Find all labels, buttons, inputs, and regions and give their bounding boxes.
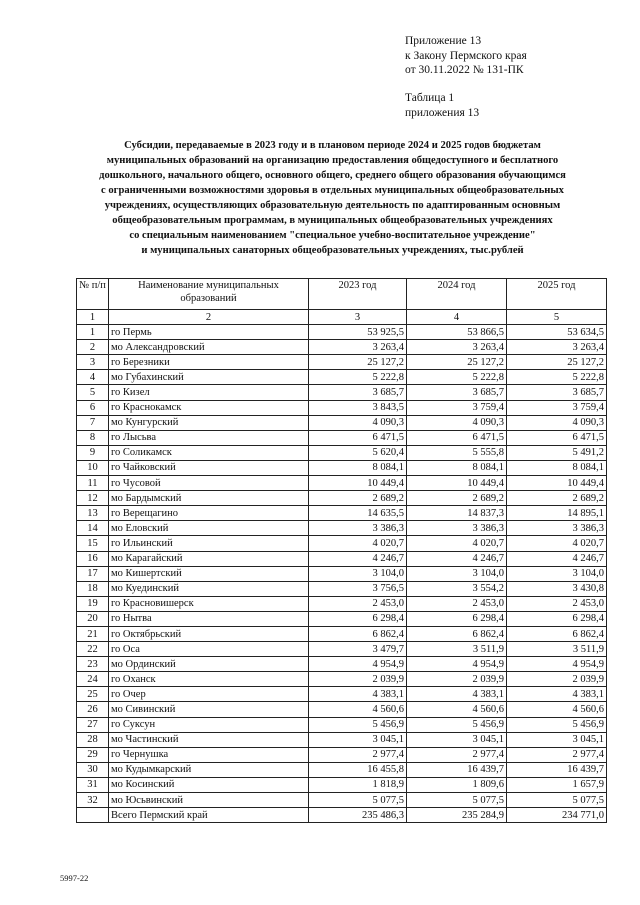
- document-title: [60, 138, 605, 258]
- municipality-name: го Очер: [109, 687, 309, 702]
- table-row: [77, 400, 607, 415]
- value-2024: 2 453,0: [407, 596, 507, 611]
- value-2024: 6 298,4: [407, 611, 507, 626]
- value-2023: 3 386,3: [309, 521, 407, 536]
- row-number: 7: [77, 415, 109, 430]
- row-number: 5: [77, 385, 109, 400]
- table-row: [77, 521, 607, 536]
- row-number: 10: [77, 460, 109, 475]
- value-2024: 3 045,1: [407, 732, 507, 747]
- municipality-name: го Красновишерск: [109, 596, 309, 611]
- row-number: 9: [77, 445, 109, 460]
- appendix-line-2: к Закону Пермского края: [405, 49, 527, 62]
- row-number: 11: [77, 476, 109, 491]
- appendix-line-1: Приложение 13: [405, 35, 482, 47]
- table-row: [77, 566, 607, 581]
- value-2025: 6 471,5: [507, 430, 607, 445]
- value-2023: 3 756,5: [309, 581, 407, 596]
- value-2023: 4 246,7: [309, 551, 407, 566]
- municipality-name: го Пермь: [109, 325, 309, 340]
- table-row: [77, 596, 607, 611]
- value-2024: 3 759,4: [407, 400, 507, 415]
- table-row: [77, 445, 607, 460]
- municipality-name: мо Куединский: [109, 581, 309, 596]
- value-2024: 3 386,3: [407, 521, 507, 536]
- value-2025: 3 263,4: [507, 340, 607, 355]
- header-2023: 2023 год: [309, 279, 407, 310]
- value-2024: 3 685,7: [407, 385, 507, 400]
- value-2025: 8 084,1: [507, 460, 607, 475]
- value-2025: 5 077,5: [507, 793, 607, 808]
- value-2024: 5 456,9: [407, 717, 507, 732]
- row-number: 4: [77, 370, 109, 385]
- value-2023: 6 471,5: [309, 430, 407, 445]
- total-label: Всего Пермский край: [109, 808, 309, 823]
- value-2023: 16 455,8: [309, 762, 407, 777]
- row-number: 24: [77, 672, 109, 687]
- value-2024: 2 039,9: [407, 672, 507, 687]
- municipality-name: го Соликамск: [109, 445, 309, 460]
- column-number: 1: [77, 310, 109, 325]
- value-2025: 2 977,4: [507, 747, 607, 762]
- value-2025: 5 222,8: [507, 370, 607, 385]
- municipality-name: го Березники: [109, 355, 309, 370]
- title-line: общеобразовательным программам, в муниципальных общеобразовательных учреждениях: [112, 215, 553, 226]
- municipality-name: го Чусовой: [109, 476, 309, 491]
- value-2024: 5 555,8: [407, 445, 507, 460]
- municipality-name: мо Ординский: [109, 657, 309, 672]
- value-2025: 3 104,0: [507, 566, 607, 581]
- municipality-name: мо Губахинский: [109, 370, 309, 385]
- value-2023: 14 635,5: [309, 506, 407, 521]
- value-2024: 10 449,4: [407, 476, 507, 491]
- title-line: и муниципальных санаторных общеобразовательных учреждениях, тыс.рублей: [141, 245, 524, 256]
- value-2025: 1 657,9: [507, 777, 607, 792]
- column-number: 5: [507, 310, 607, 325]
- table-row: [77, 702, 607, 717]
- municipality-name: мо Частинский: [109, 732, 309, 747]
- value-2025: 3 759,4: [507, 400, 607, 415]
- table-row: [77, 370, 607, 385]
- row-number: 25: [77, 687, 109, 702]
- row-number: 28: [77, 732, 109, 747]
- value-2023: 4 954,9: [309, 657, 407, 672]
- value-2023: 4 560,6: [309, 702, 407, 717]
- column-number: 3: [309, 310, 407, 325]
- value-2023: 6 298,4: [309, 611, 407, 626]
- value-2024: 8 084,1: [407, 460, 507, 475]
- value-2025: 10 449,4: [507, 476, 607, 491]
- value-2023: 2 689,2: [309, 491, 407, 506]
- value-2025: 6 298,4: [507, 611, 607, 626]
- value-2023: 4 090,3: [309, 415, 407, 430]
- value-2024: 53 866,5: [407, 325, 507, 340]
- value-2023: 2 977,4: [309, 747, 407, 762]
- value-2023: 3 045,1: [309, 732, 407, 747]
- value-2023: 5 077,5: [309, 793, 407, 808]
- row-number: 12: [77, 491, 109, 506]
- column-number-row: [77, 310, 607, 325]
- table-row: [77, 355, 607, 370]
- municipality-name: мо Косинский: [109, 777, 309, 792]
- municipality-name: го Кизел: [109, 385, 309, 400]
- municipality-name: го Чайковский: [109, 460, 309, 475]
- municipality-name: мо Карагайский: [109, 551, 309, 566]
- row-number: 14: [77, 521, 109, 536]
- value-2023: 53 925,5: [309, 325, 407, 340]
- table-row: [77, 340, 607, 355]
- value-2024: 4 954,9: [407, 657, 507, 672]
- total-row: [77, 808, 607, 823]
- municipality-name: го Чернушка: [109, 747, 309, 762]
- total-2023: 235 486,3: [309, 808, 407, 823]
- table-row: [77, 732, 607, 747]
- title-line: со специальным наименованием "специальное учебно-воспитательное учреждение": [129, 230, 536, 241]
- value-2024: 2 977,4: [407, 747, 507, 762]
- value-2024: 4 090,3: [407, 415, 507, 430]
- table-row: [77, 642, 607, 657]
- value-2023: 3 685,7: [309, 385, 407, 400]
- table-row: [77, 687, 607, 702]
- municipality-name: мо Бардымский: [109, 491, 309, 506]
- value-2024: 1 809,6: [407, 777, 507, 792]
- table-row: [77, 476, 607, 491]
- row-number: 23: [77, 657, 109, 672]
- value-2024: 25 127,2: [407, 355, 507, 370]
- subsidies-table: [76, 278, 607, 823]
- title-line: Субсидии, передаваемые в 2023 году и в плановом периоде 2024 и 2025 годов бюджетам: [124, 140, 541, 151]
- value-2025: 3 386,3: [507, 521, 607, 536]
- value-2023: 3 479,7: [309, 642, 407, 657]
- table-row: [77, 460, 607, 475]
- value-2023: 5 222,8: [309, 370, 407, 385]
- value-2025: 3 511,9: [507, 642, 607, 657]
- municipality-name: го Оханск: [109, 672, 309, 687]
- title-line: муниципальных образований на организацию предоставления общедоступного и бесплатного: [106, 155, 559, 166]
- table-row: [77, 657, 607, 672]
- municipality-name: мо Кунгурский: [109, 415, 309, 430]
- value-2023: 3 104,0: [309, 566, 407, 581]
- table-row: [77, 325, 607, 340]
- value-2024: 16 439,7: [407, 762, 507, 777]
- value-2023: 8 084,1: [309, 460, 407, 475]
- row-number: 21: [77, 626, 109, 641]
- total-2025: 234 771,0: [507, 808, 607, 823]
- value-2024: 4 383,1: [407, 687, 507, 702]
- row-number: 26: [77, 702, 109, 717]
- value-2024: 4 246,7: [407, 551, 507, 566]
- value-2025: 5 491,2: [507, 445, 607, 460]
- value-2024: 3 263,4: [407, 340, 507, 355]
- value-2025: 4 560,6: [507, 702, 607, 717]
- value-2025: 2 039,9: [507, 672, 607, 687]
- table-row: [77, 747, 607, 762]
- table-row: [77, 717, 607, 732]
- table-row: [77, 793, 607, 808]
- value-2025: 25 127,2: [507, 355, 607, 370]
- row-number: 3: [77, 355, 109, 370]
- value-2025: 2 689,2: [507, 491, 607, 506]
- row-number: 8: [77, 430, 109, 445]
- header-number: № п/п: [77, 279, 109, 310]
- value-2024: 3 104,0: [407, 566, 507, 581]
- value-2025: 3 685,7: [507, 385, 607, 400]
- value-2025: 4 020,7: [507, 536, 607, 551]
- table-row: [77, 491, 607, 506]
- value-2023: 4 020,7: [309, 536, 407, 551]
- table-row: [77, 385, 607, 400]
- table-body: [77, 325, 607, 808]
- header-municipality: Наименование муниципальных образований: [109, 279, 309, 310]
- row-number: 27: [77, 717, 109, 732]
- municipality-name: го Краснокамск: [109, 400, 309, 415]
- footer-document-code: 5997-22: [60, 873, 89, 883]
- municipality-name: го Нытва: [109, 611, 309, 626]
- municipality-name: мо Кишертский: [109, 566, 309, 581]
- value-2023: 6 862,4: [309, 626, 407, 641]
- value-2023: 4 383,1: [309, 687, 407, 702]
- row-number: 30: [77, 762, 109, 777]
- table-row: [77, 506, 607, 521]
- municipality-name: мо Сивинский: [109, 702, 309, 717]
- title-line: дошкольного, начального общего, основного общего, среднего общего образования обучающимся: [99, 170, 566, 181]
- value-2025: 4 954,9: [507, 657, 607, 672]
- row-number: 32: [77, 793, 109, 808]
- value-2023: 1 818,9: [309, 777, 407, 792]
- header-2025: 2025 год: [507, 279, 607, 310]
- row-number: 22: [77, 642, 109, 657]
- value-2024: 6 862,4: [407, 626, 507, 641]
- value-2025: 2 453,0: [507, 596, 607, 611]
- value-2024: 2 689,2: [407, 491, 507, 506]
- value-2023: 2 453,0: [309, 596, 407, 611]
- value-2023: 5 620,4: [309, 445, 407, 460]
- appendix-line-3: от 30.11.2022 № 131-ПК: [405, 64, 524, 76]
- table-row: [77, 581, 607, 596]
- table-header-row: [77, 279, 607, 310]
- value-2025: 14 895,1: [507, 506, 607, 521]
- table-label-line-1: Таблица 1: [405, 92, 455, 104]
- row-number: 29: [77, 747, 109, 762]
- table-label-line-2: приложения 13: [405, 106, 480, 119]
- value-2024: 5 077,5: [407, 793, 507, 808]
- value-2024: 14 837,3: [407, 506, 507, 521]
- value-2024: 3 554,2: [407, 581, 507, 596]
- value-2025: 3 045,1: [507, 732, 607, 747]
- table-row: [77, 672, 607, 687]
- table-row: [77, 777, 607, 792]
- row-number: 1: [77, 325, 109, 340]
- table-row: [77, 430, 607, 445]
- row-number: 19: [77, 596, 109, 611]
- value-2025: 3 430,8: [507, 581, 607, 596]
- value-2024: 5 222,8: [407, 370, 507, 385]
- municipality-name: го Верещагино: [109, 506, 309, 521]
- value-2023: 10 449,4: [309, 476, 407, 491]
- value-2023: 25 127,2: [309, 355, 407, 370]
- municipality-name: го Ильинский: [109, 536, 309, 551]
- value-2025: 4 246,7: [507, 551, 607, 566]
- row-number: 6: [77, 400, 109, 415]
- table-row: [77, 762, 607, 777]
- municipality-name: мо Александровский: [109, 340, 309, 355]
- table-label-block: [405, 91, 479, 120]
- municipality-name: го Оса: [109, 642, 309, 657]
- title-line: учреждениях, осуществляющих образовательную деятельность по адаптированным основным: [104, 200, 561, 211]
- municipality-name: го Лысьва: [109, 430, 309, 445]
- title-line: с ограниченными возможностями здоровья в отдельных муниципальных общеобразовательных: [101, 185, 564, 196]
- total-2024: 235 284,9: [407, 808, 507, 823]
- column-number: 4: [407, 310, 507, 325]
- value-2023: 5 456,9: [309, 717, 407, 732]
- municipality-name: мо Кудымкарский: [109, 762, 309, 777]
- municipality-name: го Октябрьский: [109, 626, 309, 641]
- row-number: 13: [77, 506, 109, 521]
- table-row: [77, 536, 607, 551]
- value-2025: 4 090,3: [507, 415, 607, 430]
- row-number: 2: [77, 340, 109, 355]
- table-row: [77, 415, 607, 430]
- total-empty-cell: [77, 808, 109, 823]
- municipality-name: го Суксун: [109, 717, 309, 732]
- table-row: [77, 551, 607, 566]
- value-2025: 6 862,4: [507, 626, 607, 641]
- row-number: 20: [77, 611, 109, 626]
- value-2025: 16 439,7: [507, 762, 607, 777]
- header-2024: 2024 год: [407, 279, 507, 310]
- value-2025: 5 456,9: [507, 717, 607, 732]
- value-2023: 3 263,4: [309, 340, 407, 355]
- value-2024: 4 020,7: [407, 536, 507, 551]
- value-2025: 4 383,1: [507, 687, 607, 702]
- value-2023: 2 039,9: [309, 672, 407, 687]
- table-row: [77, 626, 607, 641]
- row-number: 18: [77, 581, 109, 596]
- value-2023: 3 843,5: [309, 400, 407, 415]
- row-number: 15: [77, 536, 109, 551]
- value-2025: 53 634,5: [507, 325, 607, 340]
- row-number: 31: [77, 777, 109, 792]
- municipality-name: мо Юсьвинский: [109, 793, 309, 808]
- municipality-name: мо Еловский: [109, 521, 309, 536]
- row-number: 17: [77, 566, 109, 581]
- table-row: [77, 611, 607, 626]
- value-2024: 6 471,5: [407, 430, 507, 445]
- appendix-block: [405, 34, 527, 78]
- row-number: 16: [77, 551, 109, 566]
- column-number: 2: [109, 310, 309, 325]
- value-2024: 4 560,6: [407, 702, 507, 717]
- value-2024: 3 511,9: [407, 642, 507, 657]
